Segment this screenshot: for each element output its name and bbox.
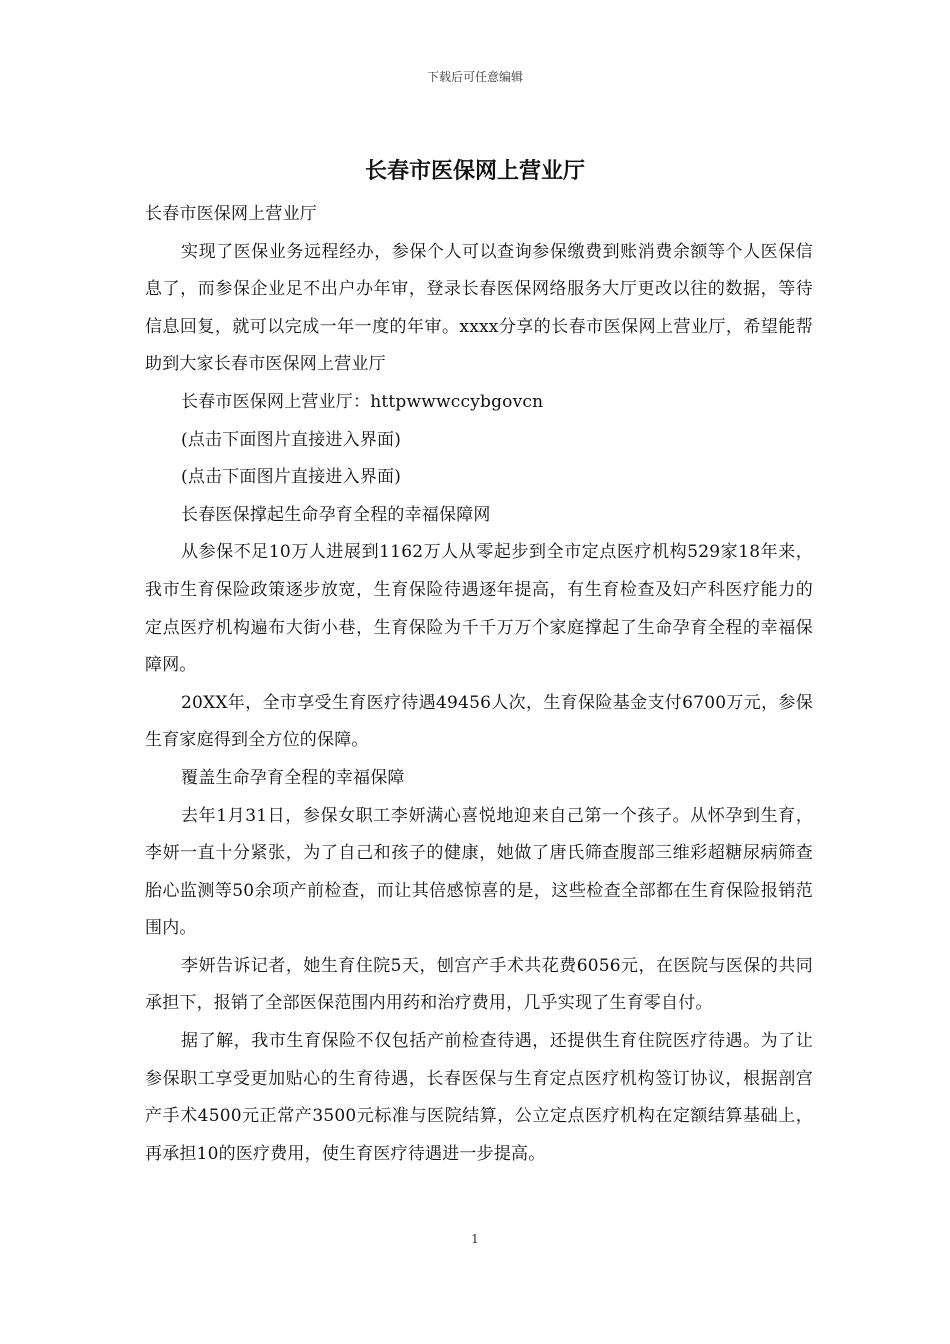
document-body [145, 196, 813, 1173]
paragraph-coverage-heading: 覆盖生命孕育全程的幸福保障 [181, 767, 405, 788]
document-title: 长春市医保网上营业厅 [364, 158, 585, 184]
paragraph-intro: 实现了医保业务远程经办，参保个人可以查询参保缴费到账消费余额等个人医保信息了，而参保企业足不出户办年审，登录长春医保网络服务大厅更改以往的数据，等待信息回复，就可以完成一年一度的年审。xxxx分享的长春市医保网上营业厅，希望能帮助到大家长春市医保网上营业厅 [145, 241, 813, 375]
paragraph-section-heading: 长春医保撑起生命孕育全程的幸福保障网 [181, 504, 491, 525]
paragraph-click-hint-1: (点击下面图片直接进入界面) [181, 429, 402, 450]
paragraph-statistics: 20XX年，全市享受生育医疗待遇49456人次，生育保险基金支付6700万元，参保生育家庭得到全方位的保障。 [145, 692, 813, 751]
paragraph-growth: 从参保不足10万人进展到1162万人从零起步到全市定点医疗机构529家18年来，我市生育保险政策逐步放宽，生育保险待遇逐年提高，有生育检查及妇产科医疗能力的定点医疗机构遍布大街小巷，生育保险为千千万万个家庭撑起了生命孕育全程的幸福保障网。 [145, 542, 813, 676]
paragraph-case-cost: 李妍告诉记者，她生育住院5天，刨宫产手术共花费6056元，在医院与医保的共同承担下，报销了全部医保范围内用药和治疗费用，几乎实现了生育零自付。 [145, 955, 813, 1014]
page-header-note: 下载后可任意编辑 [426, 70, 523, 84]
paragraph-policy: 据了解，我市生育保险不仅包括产前检查待遇，还提供生育住院医疗待遇。为了让参保职工享受更加贴心的生育待遇，长春医保与生育定点医疗机构签订协议，根据剖宫产手术4500元正常产3500元标准与医院结算，公立定点医疗机构在定额结算基础上，再承担10的医疗费用，使生育医疗待遇进一步提高。 [145, 1031, 813, 1164]
paragraph-click-hint-2: (点击下面图片直接进入界面) [181, 467, 402, 488]
paragraph-subtitle: 长春市医保网上营业厅 [145, 204, 317, 224]
paragraph-website: 长春市医保网上营业厅：httpwwwccybgovcn [181, 391, 544, 412]
page-number: 1 [471, 1232, 479, 1246]
paragraph-case-story: 去年1月31日，参保女职工李妍满心喜悦地迎来自己第一个孩子。从怀孕到生育，李妍一直十分紧张，为了自己和孩子的健康，她做了唐氏筛查腹部三维彩超糖尿病筛查胎心监测等50余项产前检查，而让其倍感惊喜的是，这些检查全部都在生育保险报销范围内。 [145, 805, 813, 939]
